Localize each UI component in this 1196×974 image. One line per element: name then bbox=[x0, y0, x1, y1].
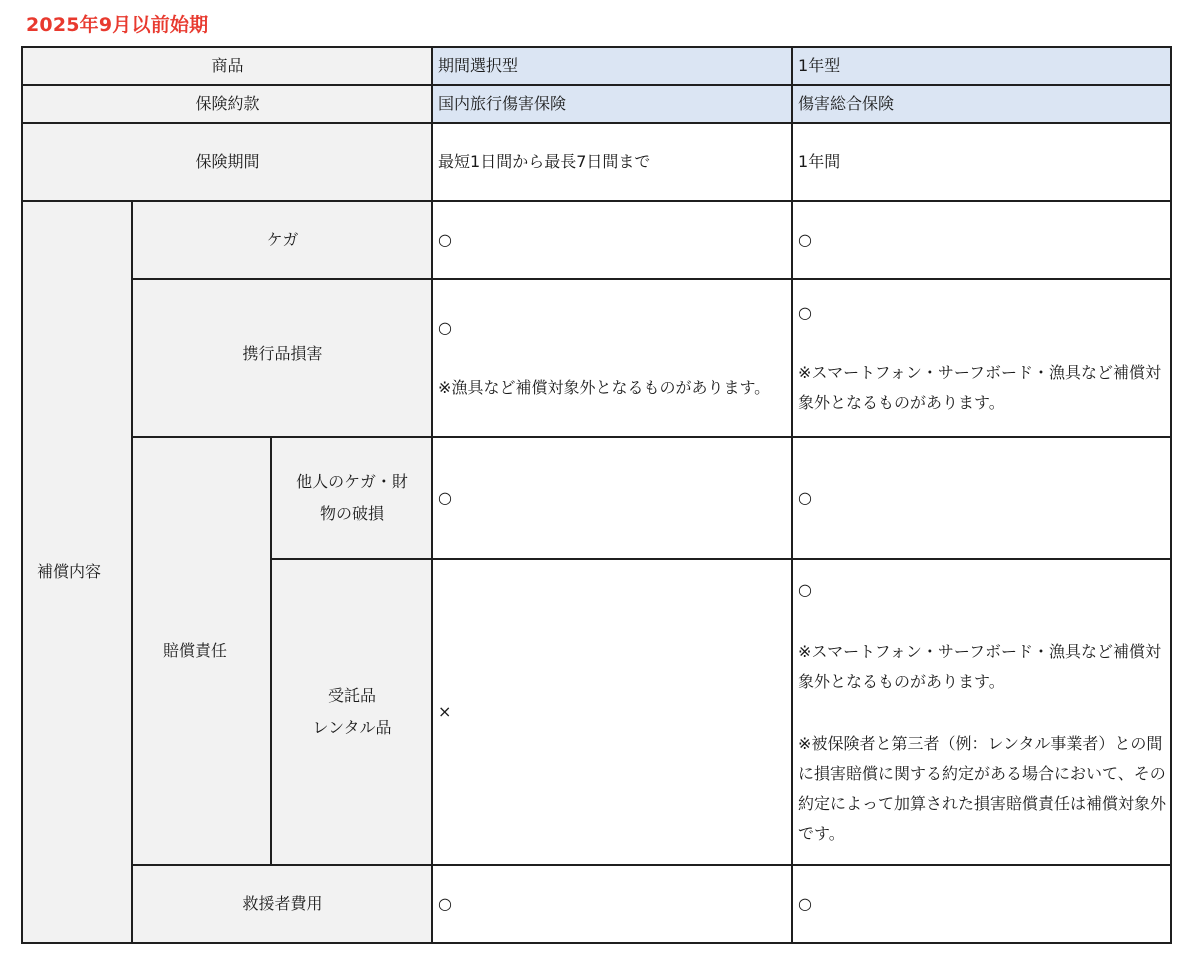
belongings-a-note: ※漁具など補償対象外となるものがあります。 bbox=[438, 378, 771, 397]
belongings-b-note: ※スマートフォン・サーフボード・漁具など補償対象外となるものがあります。 bbox=[798, 363, 1162, 412]
belongings-a-mark: ○ bbox=[438, 318, 452, 337]
entrusted-b-mark: ○ bbox=[798, 580, 812, 599]
entrusted-label-line2: レンタル品 bbox=[312, 718, 392, 737]
rescue-b-cell: ○ bbox=[792, 865, 1171, 943]
entrusted-label-cell bbox=[271, 559, 432, 865]
rescue-a-cell: ○ bbox=[432, 865, 792, 943]
page-heading: 2025年9月以前始期 bbox=[26, 14, 209, 36]
table-row bbox=[22, 123, 1171, 201]
table-row bbox=[22, 279, 1171, 437]
coverage-comparison-table bbox=[21, 46, 1172, 944]
belongings-b-cell bbox=[792, 279, 1171, 437]
rescue-label-cell: 救援者費用 bbox=[132, 865, 432, 943]
belongings-b-mark: ○ bbox=[798, 303, 812, 322]
coverage-label-cell: 補償内容 bbox=[22, 201, 132, 943]
period-b-cell: 1年間 bbox=[792, 123, 1171, 201]
product-a-cell: 期間選択型 bbox=[432, 47, 792, 85]
terms-label-cell: 保険約款 bbox=[22, 85, 432, 123]
table-row bbox=[22, 85, 1171, 123]
table-row bbox=[22, 47, 1171, 85]
terms-a-cell: 国内旅行傷害保険 bbox=[432, 85, 792, 123]
period-label-cell: 保険期間 bbox=[22, 123, 432, 201]
third-party-a-cell: ○ bbox=[432, 437, 792, 559]
entrusted-b-cell bbox=[792, 559, 1171, 865]
entrusted-a-cell: × bbox=[432, 559, 792, 865]
belongings-label-cell bbox=[132, 279, 432, 437]
liability-label-cell: 賠償責任 bbox=[132, 437, 271, 865]
injury-b-cell: ○ bbox=[792, 201, 1171, 279]
table-row bbox=[22, 865, 1171, 943]
third-party-label-line2: 物の破損 bbox=[320, 504, 385, 523]
product-b-cell: 1年型 bbox=[792, 47, 1171, 85]
table-row bbox=[22, 201, 1171, 279]
product-label-cell: 商品 bbox=[22, 47, 432, 85]
belongings-label-text: 携行品損害 bbox=[242, 344, 323, 363]
third-party-b-cell: ○ bbox=[792, 437, 1171, 559]
third-party-label-cell bbox=[271, 437, 432, 559]
entrusted-label-line1: 受託品 bbox=[328, 686, 377, 705]
third-party-label-line1: 他人のケガ・財 bbox=[296, 472, 408, 491]
entrusted-b-note1: ※スマートフォン・サーフボード・漁具など補償対象外となるものがあります。 bbox=[798, 642, 1162, 691]
terms-b-cell: 傷害総合保険 bbox=[792, 85, 1171, 123]
entrusted-b-note2: ※被保険者と第三者（例：レンタル事業者）との間に損害賠償に関する約定がある場合において、その約定によって加算された損害賠償責任は補償対象外です。 bbox=[798, 734, 1167, 843]
injury-label-cell: ケガ bbox=[132, 201, 432, 279]
table-row bbox=[22, 437, 1171, 559]
belongings-a-cell bbox=[432, 279, 792, 437]
injury-a-cell: ○ bbox=[432, 201, 792, 279]
period-a-cell: 最短1日間から最長7日間まで bbox=[432, 123, 792, 201]
